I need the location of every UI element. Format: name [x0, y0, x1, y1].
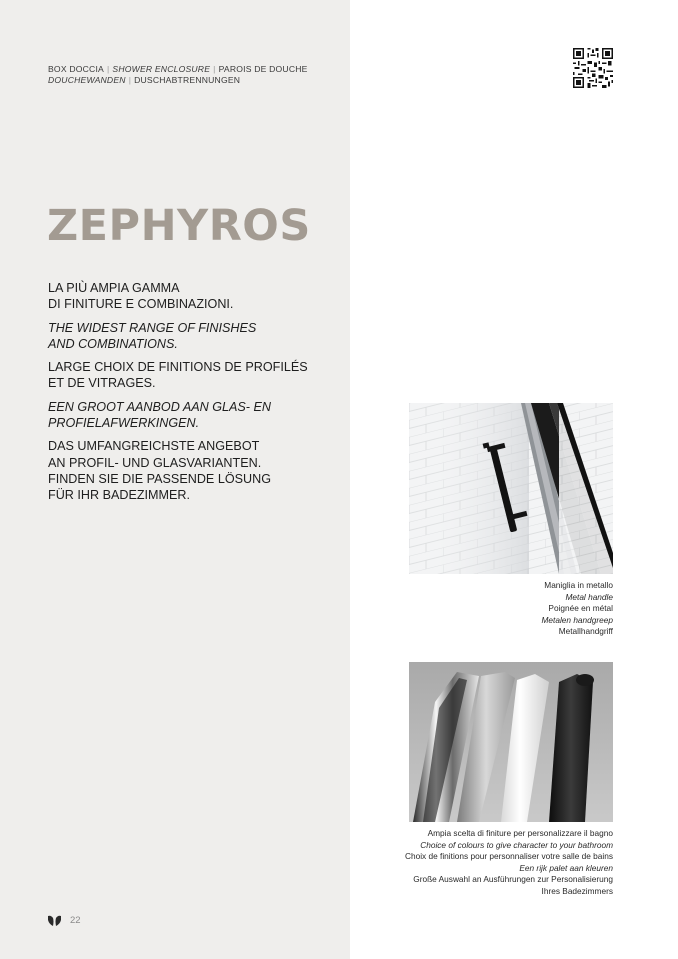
metal-handle-caption: [373, 580, 613, 638]
description-fr: LARGE CHOIX DE FINITIONS DE PROFILÉS ET DE VITRAGES.: [48, 360, 308, 391]
caption-line: Een rijk palet aan kleuren: [519, 862, 613, 873]
caption-line: Ihres Badezimmers: [541, 885, 613, 896]
category-line-2: [48, 75, 338, 86]
page-footer: [48, 912, 81, 928]
caption-line: Choice of colours to give character to your bathroom: [420, 839, 613, 850]
category-en: SHOWER ENCLOSURE: [112, 64, 211, 74]
category-it: BOX DOCCIA: [48, 64, 104, 74]
caption-line: Große Auswahl an Ausführungen zur Personalisierung: [413, 874, 613, 885]
category-line-1: [48, 64, 338, 75]
finishes-caption: [373, 828, 613, 898]
caption-line: Choix de finitions pour personnaliser votre salle de bains: [404, 851, 613, 862]
page-number: 22: [70, 914, 81, 926]
profile-finishes-image: [409, 662, 613, 822]
caption-line: Poignée en métal: [548, 603, 613, 614]
category-breadcrumb: [48, 64, 338, 86]
qr-code-icon[interactable]: [573, 48, 613, 88]
category-fr: PAROIS DE DOUCHE: [218, 64, 308, 74]
description-de: DAS UMFANGREICHSTE ANGEBOT AN PROFIL- UND GLASVARIANTEN. FINDEN SIE DIE PASSENDE LÖSUNG FÜR IHR BADEZIMMER.: [48, 439, 272, 503]
finishes-photo: [409, 662, 613, 822]
product-description: [48, 280, 338, 511]
caption-line: Metal handle: [565, 591, 613, 602]
caption-line: Maniglia in metallo: [544, 580, 613, 590]
caption-line: Metalen handgreep: [541, 614, 613, 625]
brand-logo-icon: [48, 915, 61, 926]
metal-handle-photo: [409, 403, 613, 574]
description-en: THE WIDEST RANGE OF FINISHES AND COMBINATIONS.: [48, 320, 257, 351]
product-title: ZEPHYROS: [47, 201, 311, 251]
category-separator: |: [213, 64, 216, 74]
caption-line: Ampia scelta di finiture per personalizzare il bagno: [427, 828, 613, 838]
caption-line: Metallhandgriff: [558, 626, 613, 637]
description-nl: EEN GROOT AANBOD AAN GLAS- EN PROFIELAFWERKINGEN.: [48, 399, 271, 431]
description-it: LA PIÙ AMPIA GAMMA DI FINITURE E COMBINAZIONI.: [48, 281, 234, 312]
category-nl: DOUCHEWANDEN: [48, 75, 126, 85]
category-separator: |: [128, 75, 132, 85]
category-de: DUSCHABTRENNUNGEN: [134, 75, 241, 85]
category-separator: |: [106, 64, 110, 74]
metal-handle-image: [409, 403, 613, 574]
